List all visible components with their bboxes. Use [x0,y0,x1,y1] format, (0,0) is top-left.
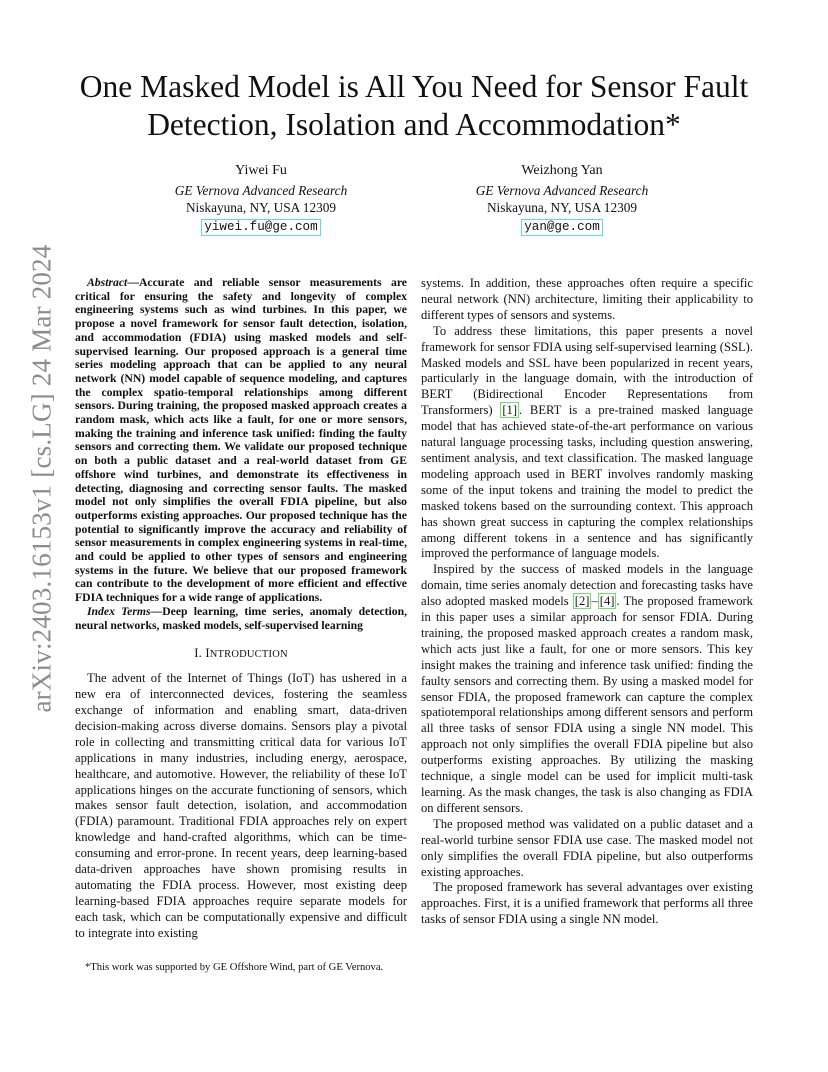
index-terms-label: Index Terms [87,604,151,618]
author-affiliation: GE Vernova Advanced Research [174,182,348,198]
section-heading-introduction [75,646,407,663]
citation-link-2[interactable]: [2] [574,594,590,609]
author-email-link[interactable]: yiwei.fu@ge.com [201,219,320,236]
right-paragraph-1 [421,324,753,563]
section-title-smallcaps: NTRODUCTION [209,649,288,661]
arxiv-identifier [22,243,62,713]
abstract-text: —Accurate and reliable sensor measurements are critical for ensuring the safety and longevity of complex engineering systems such as wind turbines. In this paper, we propose a novel framework for sensor fault detection, isolation, and accommodation (FDIA) using masked models and self-supervised learning. Our proposed approach is a general time series modeling approach that can be applied to any neural network (NN) model capable of sequence modeling, and captures the complex spatio-temporal relationships among different sensors. During training, the proposed masked approach creates a random mask, which acts like a fault, for one or more sensors, making the training and inference task unified: finding the faulty sensors and correcting them. We validate our proposed technique on both a public dataset and a real-world dataset from GE offshore wind turbines, and demonstrate its effectiveness in detecting, diagnosing and correcting sensor faults. The masked model not only simplifies the overall FDIA pipeline, but also outperforms existing approaches. Our proposed technique has the potential to significantly improve the accuracy and reliability of sensor measurements in complex engineering systems in real-time, and could be applied to other types of sensors and engineering systems in the future. We believe that our proposed framework can contribute to the development of more efficient and effective FDIA techniques for a wide range of applications. [75,276,407,605]
author-block-2 [432,162,692,236]
arxiv-identifier-text: arXiv:2403.16153v1 [cs.LG] 24 Mar 2024 [26,243,57,713]
paragraph-text: . BERT is a pre-trained masked language model that has achieved state-of-the-art performance on various natural language processing tasks, including question answering, sentiment analysis, and text classification. The masked language modeling approach used in BERT involves randomly masking some of the input tokens and training the model to predict the masked tokens based on the surrounding context. This approach has shown great success in capturing the complex relationships among different tokens in a sentence and has significantly improved the performance of language models. [421,403,753,561]
author-email-link[interactable]: yan@ge.com [521,219,603,236]
author-name: Weizhong Yan [521,163,603,178]
right-paragraph-3: The proposed method was validated on a public dataset and a real-world turbine sensor FDIA use case. The masked model not only simplifies the overall FDIA pipeline, but also outperforms existing approaches. [421,816,753,879]
paper-title: One Masked Model is All You Need for Sensor Fault Detection, Isolation and Accommodation* [79,69,749,142]
abstract [75,276,407,605]
index-terms-text: —Deep learning, time series, anomaly detection, neural networks, masked models, self-supervised learning [75,604,407,632]
author-block-1 [131,162,391,236]
citation-link-4[interactable]: [4] [599,594,615,609]
author-affiliation: GE Vernova Advanced Research [475,182,649,198]
citation-range-dash: – [591,594,598,609]
right-paragraph-4: The proposed framework has several advantages over existing approaches. First, it is a unified framework that performs all three tasks of sensor FDIA using a single NN model. [421,880,753,927]
right-column [421,276,753,928]
author-location: Niskayuna, NY, USA 12309 [486,200,638,215]
index-terms [75,605,407,632]
paragraph-text: . The proposed framework in this paper uses a similar approach for sensor FDIA. During training, the proposed masked approach creates a random mask, which acts just like a fault, for one or more sensors. This key insight makes the training and inference task unified: finding the faulty sensors and correcting them. By using a masked model for sensor FDIA, the proposed framework can capture the complex spatiotemporal relationships among different sensors and perform all three tasks of sensor FDIA using a single NN model. This approach not only simplifies the overall FDIA pipeline but also outperforms existing approaches. By utilizing the masking technique, a single model can be used for implicit multi-task learning. As the mask changes, the task is also changing as FDIA on different sensors. [421,594,753,815]
right-paragraph-2 [421,562,753,817]
intro-paragraph-1: The advent of the Internet of Things (IoT) has ushered in a new era of interconnected devices, fostering the seamless exchange of information and enabling smart, data-driven decision-making across diverse domains. Sensors play a pivotal role in collecting and transmitting critical data for various IoT applications in many industries, including energy, aerospace, healthcare, and automotive. However, the reliability of these IoT applications hinges on the accurate functioning of sensors, which makes sensor fault detection, isolation, and accommodation (FDIA) paramount. Traditional FDIA approaches rely on expert knowledge and hand-crafted algorithms, which can be time-consuming and error-prone. In recent years, deep learning-based data-driven approaches have shown promising results in automating the FDIA process. However, most existing deep learning-based FDIA approaches require separate models for each task, which can be computationally expensive and difficult to integrate into existing [75,671,407,940]
author-location: Niskayuna, NY, USA 12309 [185,200,337,215]
left-column [75,276,407,942]
section-numeral: I. I [194,646,210,661]
citation-link-1[interactable]: [1] [502,403,518,418]
footnote: *This work was supported by GE Offshore Wind, part of GE Vernova. [85,962,384,973]
paragraph-text: To address these limitations, this paper presents a novel framework for sensor FDIA using self-supervised learning (SSL). Masked models and SSL have been popularized in recent years, particularly in the language domain, with the introduction of BERT (Bidirectional Encoder Representations from Transformers) [421,323,753,418]
paragraph-text: Inspired by the success of masked models in the language domain, time series anomaly detection and forecasting tasks have also adopted masked models [421,562,753,609]
abstract-label: Abstract [87,276,128,289]
author-name: Yiwei Fu [235,163,287,178]
right-paragraph-continued: systems. In addition, these approaches often require a specific neural network (NN) architecture, limiting their applicability to different types of sensors and systems. [421,276,753,322]
